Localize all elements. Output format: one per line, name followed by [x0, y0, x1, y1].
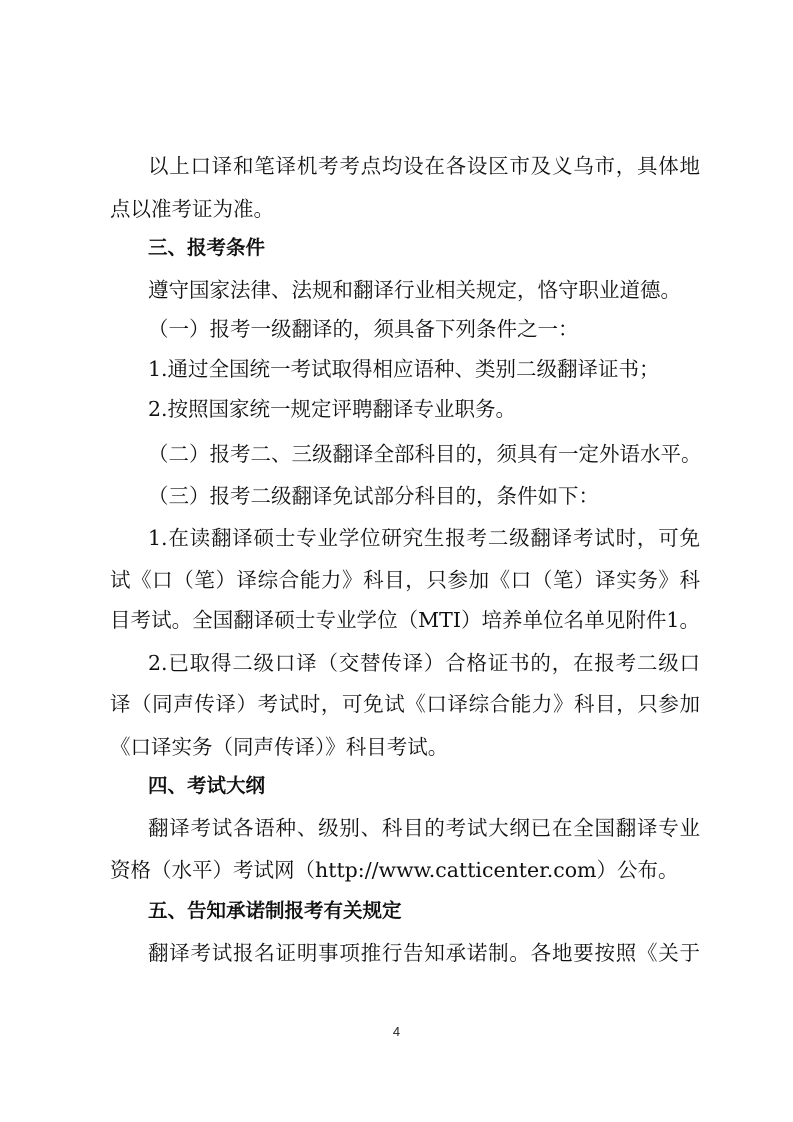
section-heading-3: 三、报考条件 [148, 236, 266, 259]
paragraph-line: 试《口（笔）译综合能力》科目，只参加《口（笔）译实务》科 [110, 568, 700, 592]
paragraph-line: 翻译考试各语种、级别、科目的考试大纲已在全国翻译专业 [148, 816, 700, 840]
paragraph-line: （三）报考二级翻译免试部分科目的，条件如下： [148, 484, 599, 508]
paragraph-line: 《口译实务（同声传译）》科目考试。 [110, 735, 449, 759]
section-heading-4: 四、考试大纲 [148, 774, 266, 797]
paragraph-line: 以上口译和笔译机考考点均设在各设区市及义乌市，具体地 [148, 154, 700, 178]
paragraph-line: 遵守国家法律、法规和翻译行业相关规定，恪守职业道德。 [148, 278, 681, 302]
paragraph-line: 2.按照国家统一规定评聘翻译专业职务。 [148, 397, 517, 421]
paragraph-line: 翻译考试报名证明事项推行告知承诺制。各地要按照《关于 [148, 941, 700, 965]
paragraph-line: 1.在读翻译硕士专业学位研究生报考二级翻译考试时，可免 [148, 526, 700, 550]
paragraph-line: 译（同声传译）考试时，可免试《口译综合能力》科目，只参加 [110, 692, 700, 716]
paragraph-line: 资格（水平）考试网（http://www.catticenter.com）公布。 [110, 858, 679, 882]
paragraph-line: 目考试。全国翻译硕士专业学位（MTI）培养单位名单见附件1。 [110, 608, 700, 632]
paragraph-line: 点以准考证为准。 [110, 197, 274, 221]
page-number: 4 [392, 1024, 401, 1039]
paragraph-line: （一）报考一级翻译的，须具备下列条件之一： [148, 317, 579, 341]
paragraph-line: 1.通过全国统一考试取得相应语种、类别二级翻译证书； [148, 357, 660, 381]
paragraph-line: （二）报考二、三级翻译全部科目的，须具有一定外语水平。 [148, 442, 702, 466]
paragraph-line: 2.已取得二级口译（交替传译）合格证书的，在报考二级口 [148, 651, 700, 675]
section-heading-5: 五、告知承诺制报考有关规定 [148, 899, 402, 922]
